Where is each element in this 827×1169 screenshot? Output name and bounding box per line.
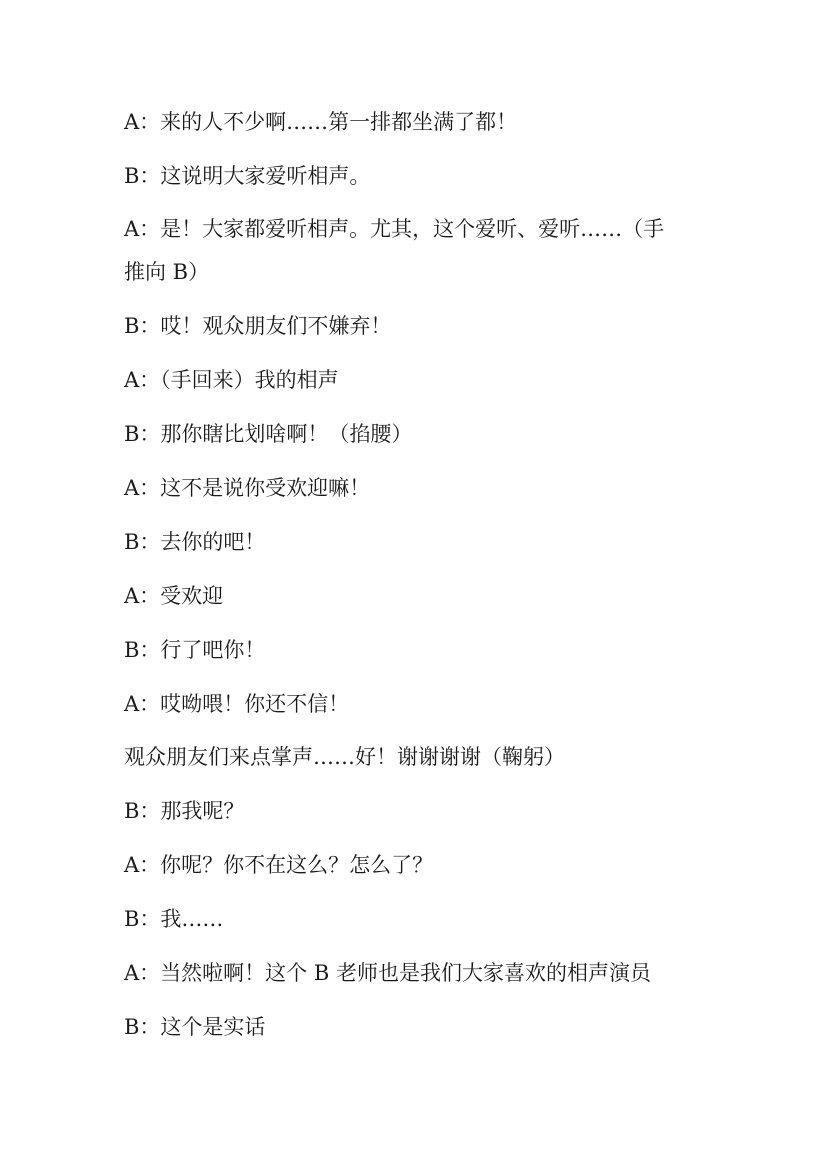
dialogue-line: A：（手回来）我的相声 [124,368,339,392]
dialogue-line: A：是！大家都爱听相声。尤其，这个爱听、爱听……（手 [124,217,665,241]
dialogue-line: B：这说明大家爱听相声。 [124,164,371,188]
dialogue-line: B：行了吧你！ [124,638,266,662]
dialogue-line: B：哎！观众朋友们不嫌弃！ [124,314,392,338]
dialogue-line: A：哎呦喂！你还不信！ [124,692,350,716]
dialogue-line: B：那我呢？ [124,799,245,823]
dialogue-line-continuation: 推向 B） [124,260,210,284]
dialogue-line: 观众朋友们来点掌声……好！谢谢谢谢（鞠躬） [124,745,565,769]
dialogue-line: A：你呢？你不在这么？怎么了？ [124,853,434,877]
dialogue-line: B：我…… [124,907,224,931]
dialogue-line: A：这不是说你受欢迎嘛！ [124,476,371,500]
dialogue-line: A：来的人不少啊……第一排都坐满了都！ [124,110,518,134]
dialogue-line: B：去你的吧！ [124,530,266,554]
dialogue-line: A：受欢迎 [124,584,224,608]
dialogue-line: B：那你瞎比划啥啊！（掐腰） [124,422,413,446]
dialogue-line: A：当然啦啊！这个 B 老师也是我们大家喜欢的相声演员 [124,961,651,985]
dialogue-line: B：这个是实话 [124,1015,266,1039]
